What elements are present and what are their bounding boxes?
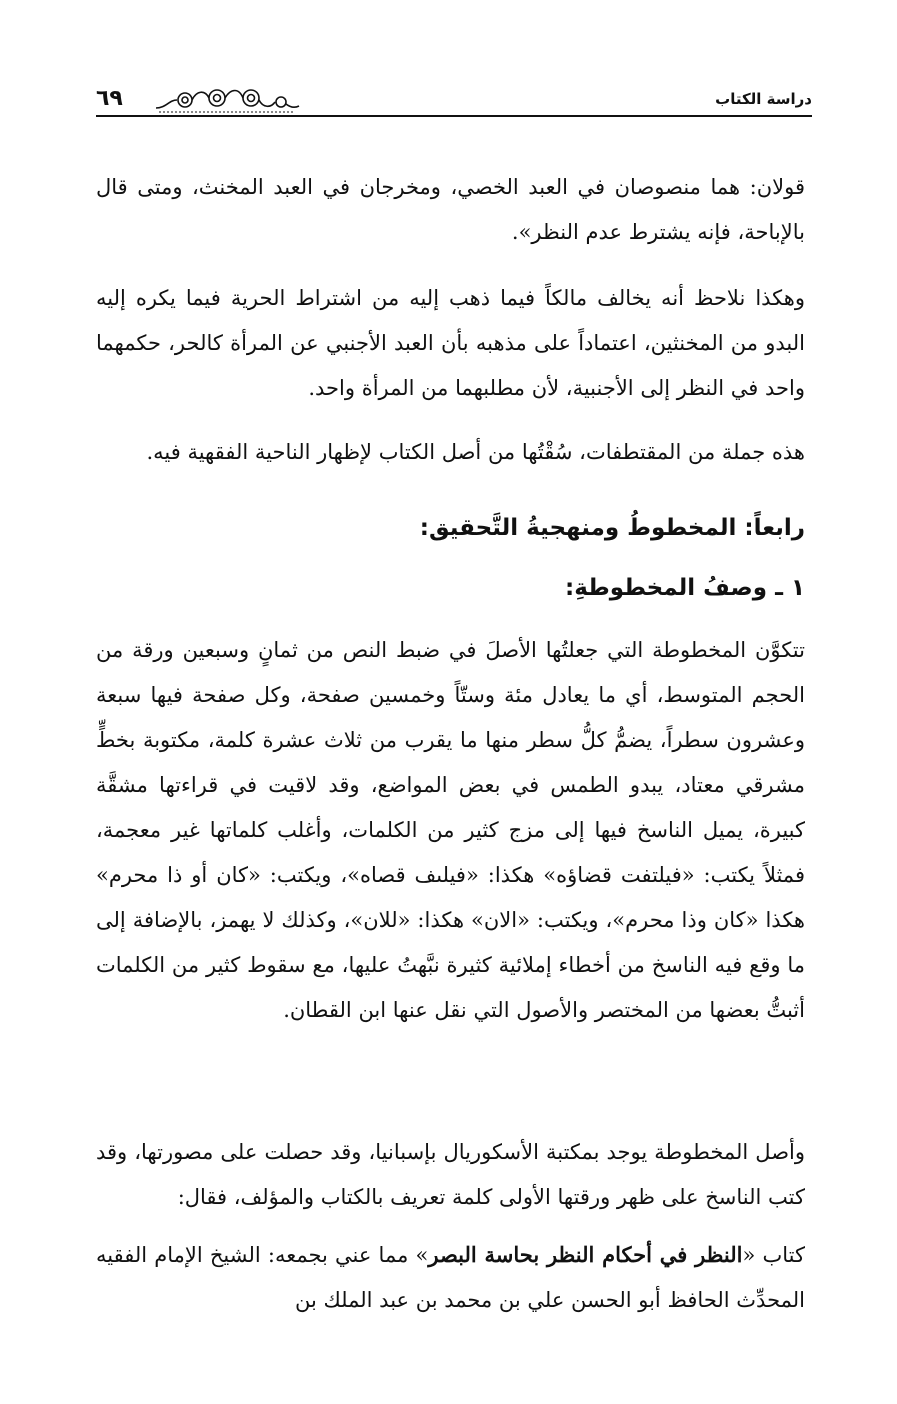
paragraph-4: تتكوَّن المخطوطة التي جعلتُها الأصلَ في ضبط النص من ثمانٍ وسبعين ورقة من الحجم المتوسط، أي ما يعادل مئة وستّاً وخمسين صفحة، وكل صفحة فيها سبعة وعشرون سطراً، يضمُّ كلُّ سطر منها ما يقرب من ثلاث عشرة كلمة، مكتوبة بخطٍّ مشرقي معتاد، يبدو الطمس في بعض المواضع، وقد لاقيت في قراءتها مشقَّة كبيرة، يميل الناسخ فيها إلى مزج كثير من الكلمات، وأغلب كلماتها غير معجمة، فمثلاً يكتب: «فيلتفت قضاؤه» هكذا: «فيلىف قصاه»، ويكتب: «كان أو ذا محرم» هكذا «كان وذا محرم»، ويكتب: «الان» هكذا: «للان»، وكذلك لا يهمز، بالإضافة إلى ما وقع فيه الناسخ من أخطاء إملائية كثيرة نبَّهتُ عليها، مع سقوط كثير من الكلمات أثبتُّ بعضها من المختصر والأصول التي نقل عنها ابن القطان. [96, 638, 805, 1022]
paragraph-5: وأصل المخطوطة يوجد بمكتبة الأسكوريال بإسبانيا، وقد حصلت على مصورتها، وقد كتب الناسخ على ظهر ورقتها الأولى كلمة تعريف بالكتاب والمؤلف، فقال: [96, 1140, 805, 1209]
paragraph-6-rest: » مما عني بجمعه: الشيخ الإمام الفقيه المحدِّث الحافظ أبو الحسن علي بن محمد بن عبد الملك بن [96, 1243, 805, 1312]
paragraph-6-start: كتاب « [742, 1243, 805, 1267]
book-title: النظر في أحكام النظر بحاسة البصر [428, 1242, 743, 1267]
ornament-icon [151, 82, 301, 116]
subsection-heading: ١ ـ وصفُ المخطوطةِ: [565, 575, 805, 601]
paragraph-1: قولان: هما منصوصان في العبد الخصي، ومخرجان في العبد المخنث، ومتى قال بالإباحة، فإنه يشترط عدم النظر». [96, 175, 805, 244]
page-number: ٦٩ [96, 86, 123, 111]
running-header-title: دراسة الكتاب [715, 90, 812, 108]
header-divider [96, 115, 812, 117]
section-heading: رابعاً: المخطوطُ ومنهجيةُ التَّحقيق: [419, 515, 805, 541]
paragraph-2: وهكذا نلاحظ أنه يخالف مالكاً فيما ذهب إليه من اشتراط الحرية فيما يكره إليه البدو من المخنثين، اعتماداً على مذهبه بأن العبد الأجنبي عن المرأة كالحر، حكمهما واحد في النظر إلى الأجنبية، لأن مطلبهما من المرأة واحد. [96, 286, 805, 400]
paragraph-3: هذه جملة من المقتطفات، سُقْتُها من أصل الكتاب لإظهار الناحية الفقهية فيه. [146, 440, 805, 464]
page-header [96, 82, 812, 122]
paragraph-6 [96, 1232, 805, 1323]
